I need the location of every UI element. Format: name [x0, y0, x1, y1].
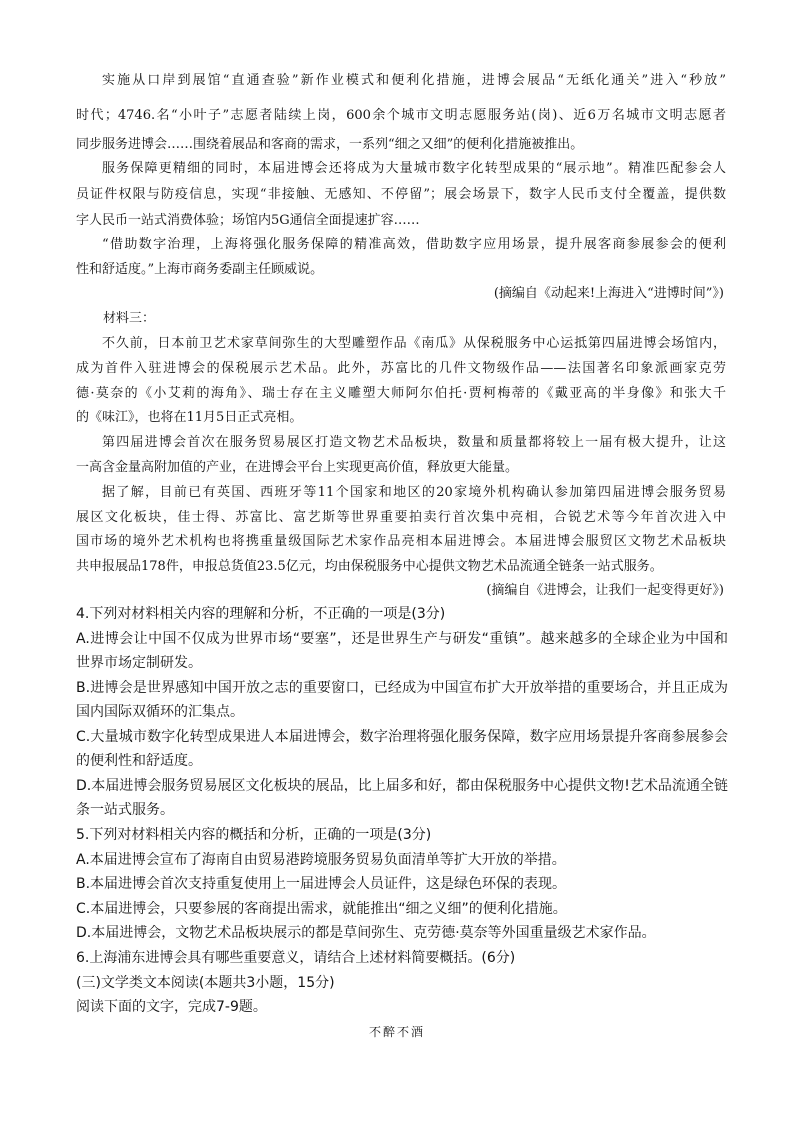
q5-option-b: B.本届进博会首次支持重复使用上一届进博会人员证件，这是绿色环保的表现。: [76, 876, 567, 892]
material2-line-1: 实施从口岸到展馆“直通查验”新作业模式和便利化措施，进博会展品“无纸化通关”进入“秒放”: [102, 73, 726, 88]
section3-header: (三)文学类文本阅读(本题共3小题，15分): [76, 975, 335, 991]
section3-instruction: 阅读下面的文字，完成7-9题。: [76, 999, 267, 1015]
material3-line-10: 共申报展品178件，申报总货值23.5亿元，均由保税服务中心提供文物艺术品流通全链条一站式服务。: [76, 559, 663, 574]
material3-line-1: 不久前，日本前卫艺术家草间弥生的大型雕塑作品《南瓜》从保税服务中心运抵第四届进博会场馆内，: [102, 336, 726, 351]
material2-line-5: 员证件权限与防疫信息，实现“非接触、无感知、不停留”；展会场景下，数字人民币支付全覆盖，提供数: [76, 187, 726, 202]
q4-option-a-line-2: 世界市场定制研发。: [76, 655, 202, 671]
material3-label: 材料三：: [103, 311, 156, 326]
material3-line-9: 国市场的境外艺术机构也将携重量级国际艺术家作品亮相本届进博会。本届进博会服贸区文物艺术品板块: [76, 534, 726, 549]
q5-option-d: D.本届进博会，文物艺术品板块展示的都是草间弥生、克劳德·莫奈等外国重量级艺术家作品。: [76, 925, 656, 941]
material2-source: (摘编自《动起来!上海进入“进博时间”》): [493, 286, 724, 301]
q4-option-c-line-2: 的便利性和舒适度。: [76, 753, 202, 769]
q5-option-a: A.本届进博会宣布了海南自由贸易港跨境服务贸易负面清单等扩大开放的举措。: [76, 852, 566, 868]
material2-line-7: “借助数字治理，上海将强化服务保障的精准高效，借助数字应用场景，提升展客商参展参会的便利: [102, 237, 726, 252]
material2-line-2: 时代；4746.名“小叶子”志愿者陆续上岗，600余个城市文明志愿服务站(岗)、近6万名城市文明志愿者: [76, 108, 726, 123]
story-title: 不醉不酒: [368, 1025, 425, 1039]
material3-line-3: 德·莫奈的《小艾莉的海角》、瑞士存在主义雕塑大师阿尔伯托·贾柯梅蒂的《戴亚高的半身像》和张大千: [76, 386, 726, 401]
q4-option-d-line-2: 条一站式服务。: [76, 802, 174, 818]
material2-line-3: 同步服务进博会……围绕着展品和客商的需求，一系列“细之又细”的便利化措施被推出。: [76, 137, 584, 152]
q6-stem: 6.上海浦东进博会具有哪些重要意义，请结合上述材料简要概括。(6分): [76, 950, 516, 966]
q4-option-a-line-1: A.进博会让中国不仅成为世界市场“要塞”，还是世界生产与研发“重镇”。越来越多的全球企业为中国和: [76, 631, 728, 647]
q4-option-b-line-2: 国内国际双循环的汇集点。: [76, 704, 244, 720]
material2-line-4: 服务保障更精细的同时，本届进博会还将成为大量城市数字化转型成果的“展示地”。精准匹配参会人: [102, 161, 726, 176]
q4-stem: 4.下列对材料相关内容的理解和分析，不正确的一项是(3分): [76, 606, 446, 622]
material3-line-8: 展区文化板块，佳士得、苏富比、富艺斯等世界重要拍卖行首次集中亮相，合锐艺术等今年首次进入中: [76, 510, 726, 525]
material2-line-6: 字人民币一站式消费体验；场馆内5G通信全面提速扩容……: [76, 213, 420, 228]
q4-option-d-line-1: D.本届进博会服务贸易展区文化板块的展品，比上届多和好，都由保税服务中心提供文物!艺术品流通全链: [76, 778, 728, 794]
material3-line-5: 第四届进博会首次在服务贸易展区打造文物艺术品板块，数量和质量都将较上一届有极大提升，让这: [102, 435, 726, 450]
material2-line-8: 性和舒适度。”上海市商务委副主任顾威说。: [76, 262, 324, 277]
material3-line-4: 的《味江》，也将在11月5日正式亮相。: [76, 410, 303, 425]
q4-option-c-line-1: C.大量城市数字化转型成果进人本届进博会，数字治理将强化服务保障，数字应用场景提升客商参展参会: [76, 729, 728, 745]
q5-option-c: C.本届进博会，只要参展的客商提出需求，就能推出“细之义细”的便利化措施。: [76, 901, 567, 917]
q5-stem: 5.下列对材料相关内容的概括和分析，正确的一项是(3分): [76, 827, 432, 843]
material3-source: (摘编自《进博会，让我们一起变得更好》): [486, 583, 724, 598]
material3-line-7: 据了解，目前已有英国、西班牙等11个国家和地区的20家境外机构确认参加第四届进博会服务贸易: [102, 485, 726, 500]
q4-option-b-line-1: B.进博会是世界感知中国开放之志的重要窗口，已经成为中国宣布扩大开放举措的重要场合，并且正成为: [76, 680, 728, 696]
material3-line-2: 成为首件入驻进博会的保税展示艺术品。此外，苏富比的几件文物级作品——法国著名印象派画家克劳: [76, 361, 726, 376]
material3-line-6: 一高含金量高附加值的产业，在进博会平台上实现更高价值，释放更大能量。: [76, 460, 519, 475]
